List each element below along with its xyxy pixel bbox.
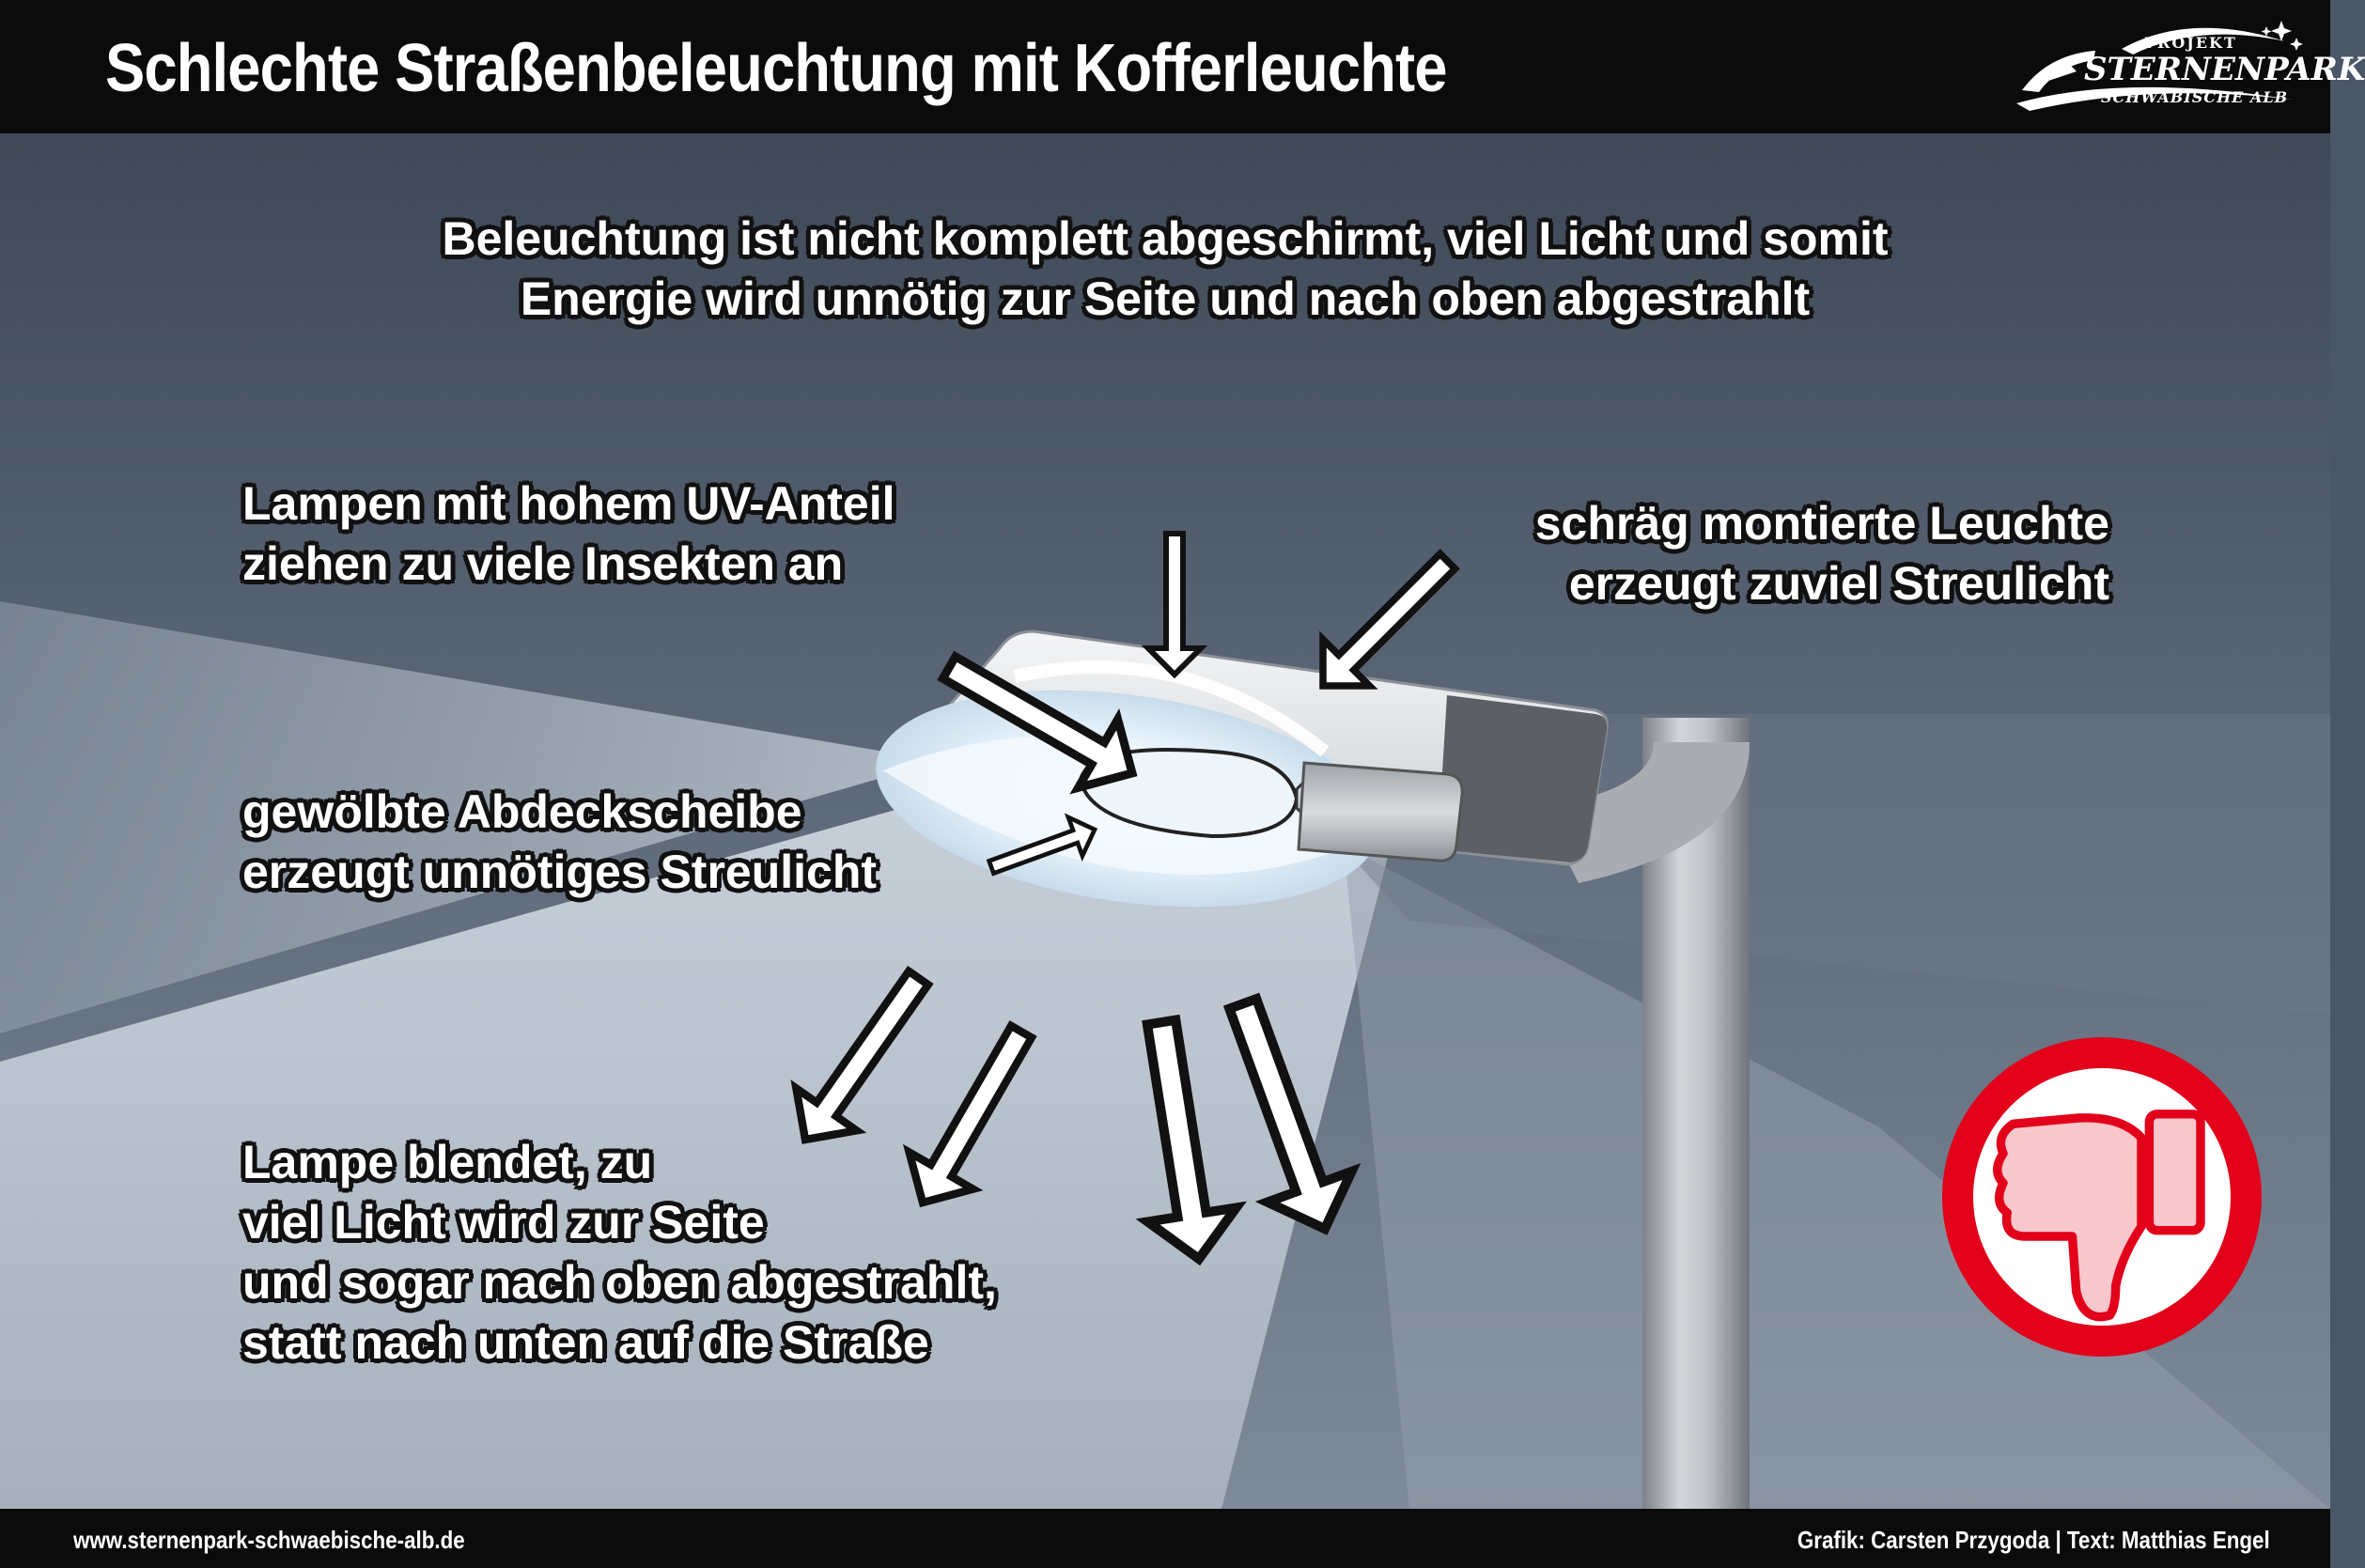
annotation-line: erzeugt zuviel Streulicht [1568,557,2109,610]
annotation-shielding [437,209,1893,329]
logo-top-text: PROJEKT [2144,34,2237,52]
annotation-uv [242,474,895,594]
footer-bar [0,1509,2330,1568]
annotation-line: schräg montierte Leuchte [1534,497,2109,550]
annotation-line: Lampen mit hohem UV-Anteil [242,477,895,530]
footer-website: www.sternenpark-schwaebische-alb.de [73,1526,465,1554]
annotation-line: statt nach unten auf die Straße [242,1316,929,1369]
thumbs-down-icon [1942,1037,2262,1357]
annotation-line: erzeugt unnötiges Streulicht [242,846,878,898]
page-title: Schlechte Straßenbeleuchtung mit Kofferleuchte [105,31,1447,106]
annotation-line: und sogar nach oben abgestrahlt, [242,1256,997,1309]
annotation-diffuser [242,782,877,902]
footer-credits: Grafik: Carsten Przygoda | Text: Matthias Engel [1797,1526,2270,1554]
annotation-line: Beleuchtung ist nicht komplett abgeschirmt, viel Licht und somit [442,212,1889,265]
annotation-line: Energie wird unnötig zur Seite und nach oben abgestrahlt [520,272,1811,325]
annotation-tilted [1527,493,2109,613]
annotation-line: ziehen zu viele Insekten an [242,537,844,590]
annotation-line: Lampe blendet, zu [242,1136,653,1188]
annotation-line: gewölbte Abdeckscheibe [242,785,802,838]
logo-main-text: STERNENPARK [2084,51,2365,88]
annotation-line: viel Licht wird zur Seite [242,1196,765,1249]
logo-sub-text: SCHWÄBISCHE ALB [2101,88,2289,106]
header-bar [0,0,2365,133]
sternenpark-logo [2011,17,2365,120]
annotation-glare [242,1132,997,1373]
